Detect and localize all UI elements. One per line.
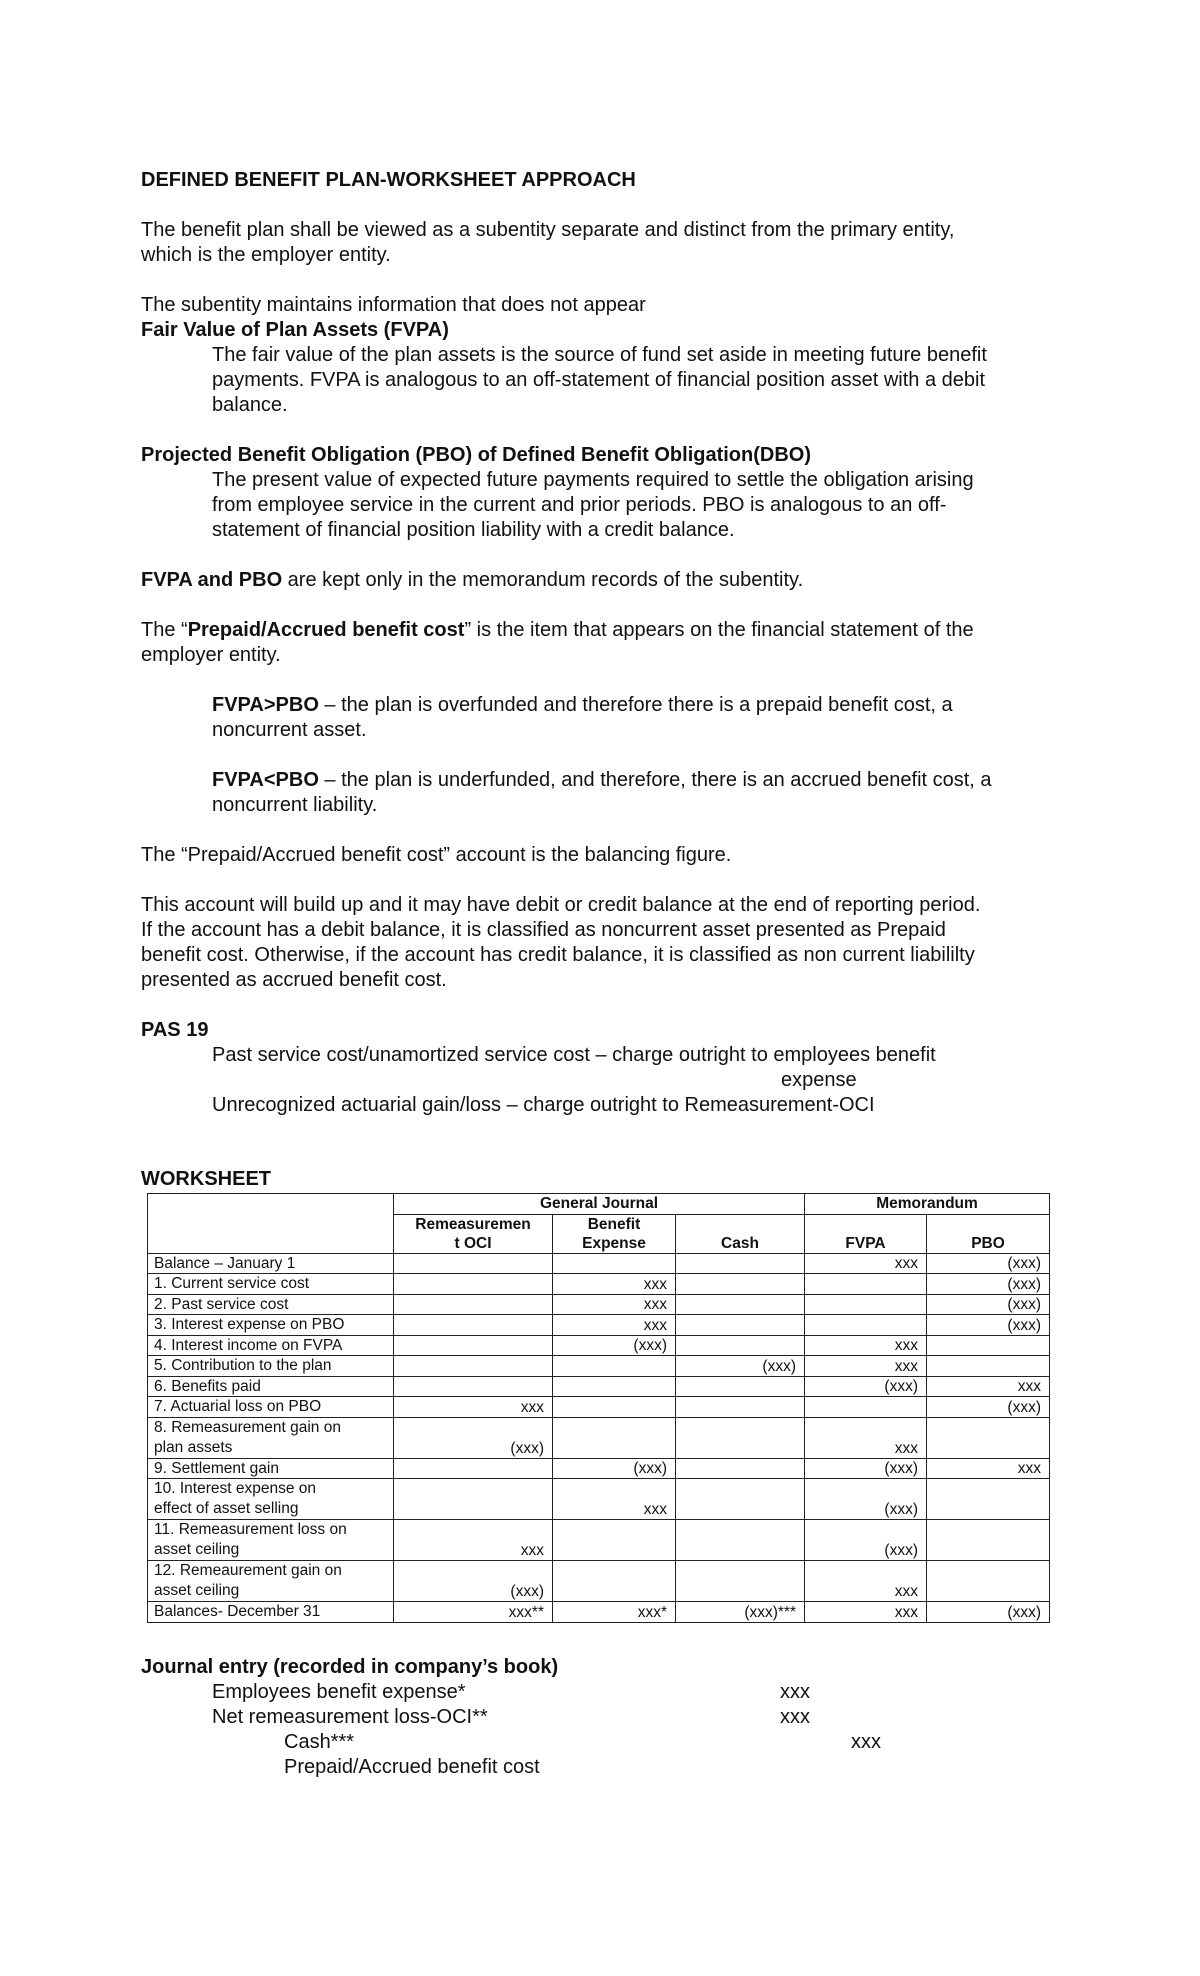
cell-fvpa: xxx bbox=[805, 1335, 927, 1356]
table-row bbox=[148, 1520, 1050, 1561]
prepaid-bold: Prepaid/Accrued benefit cost bbox=[187, 619, 465, 641]
pbo-line-2: from employee service in the current and prior periods. PBO is analogous to an off- bbox=[212, 494, 947, 516]
pbo-heading: Projected Benefit Obligation (PBO) of Defined Benefit Obligation(DBO) bbox=[141, 444, 811, 466]
cell-fvpa: (xxx) bbox=[805, 1479, 927, 1520]
cell-pbo: (xxx) bbox=[927, 1294, 1050, 1315]
journal-account-1: Employees benefit expense* bbox=[212, 1681, 466, 1703]
row-description-line-2: asset ceiling bbox=[154, 1582, 240, 1599]
cell-pbo: xxx bbox=[927, 1376, 1050, 1397]
cell-cash bbox=[676, 1294, 805, 1315]
account-line-1: This account will build up and it may have debit or credit balance at the end of reporting period. bbox=[141, 894, 981, 916]
account-line-4: presented as accrued benefit cost. bbox=[141, 969, 447, 991]
header-general-journal: General Journal bbox=[394, 1194, 805, 1215]
cell-remeasurement-oci bbox=[394, 1315, 553, 1336]
cell-fvpa bbox=[805, 1274, 927, 1295]
cell-remeasurement-oci: xxx bbox=[394, 1397, 553, 1418]
column-header-fvpa: FVPA bbox=[805, 1214, 927, 1253]
table-row bbox=[148, 1479, 1050, 1520]
fvpa-line-2: payments. FVPA is analogous to an off-statement of financial position asset with a debit bbox=[212, 369, 986, 391]
worksheet-title: WORKSHEET bbox=[141, 1168, 271, 1190]
cell-remeasurement-oci bbox=[394, 1294, 553, 1315]
cell-remeasurement-oci bbox=[394, 1356, 553, 1377]
cell-benefit-expense bbox=[553, 1417, 676, 1458]
cell-remeasurement-oci: (xxx) bbox=[394, 1417, 553, 1458]
fvpa-line-1: The fair value of the plan assets is the source of fund set aside in meeting future benefit bbox=[212, 344, 987, 366]
cell-benefit-expense: (xxx) bbox=[553, 1458, 676, 1479]
cell-cash bbox=[676, 1520, 805, 1561]
table-row bbox=[148, 1315, 1050, 1336]
row-description-line-1: 8. Remeasurement gain on bbox=[154, 1418, 341, 1436]
cell-pbo bbox=[927, 1479, 1050, 1520]
cell-remeasurement-oci bbox=[394, 1253, 553, 1274]
cell-benefit-expense bbox=[553, 1561, 676, 1602]
header-memorandum: Memorandum bbox=[805, 1194, 1050, 1215]
row-description-line-1: 11. Remeasurement loss on bbox=[154, 1521, 347, 1538]
pbo-line-1: The present value of expected future payments required to settle the obligation arising bbox=[212, 469, 974, 491]
row-description-line-2: effect of asset selling bbox=[154, 1500, 299, 1517]
column-header-oci-line-2: t OCI bbox=[454, 1234, 492, 1252]
cell-benefit-expense bbox=[553, 1253, 676, 1274]
intro-line-2: which is the employer entity. bbox=[141, 244, 391, 266]
pas19-line-1: Past service cost/unamortized service cost – charge outright to employees benefit bbox=[212, 1044, 936, 1066]
row-description: Balance – January 1 bbox=[148, 1253, 394, 1274]
cell-cash bbox=[676, 1417, 805, 1458]
table-row bbox=[148, 1602, 1050, 1623]
cell-benefit-expense bbox=[553, 1356, 676, 1377]
cell-cash bbox=[676, 1253, 805, 1274]
row-description: 5. Contribution to the plan bbox=[148, 1356, 394, 1377]
cell-pbo bbox=[927, 1417, 1050, 1458]
row-description: 9. Settlement gain bbox=[148, 1458, 394, 1479]
cell-benefit-expense: xxx bbox=[553, 1479, 676, 1520]
table-row bbox=[148, 1335, 1050, 1356]
cell-cash: (xxx) bbox=[676, 1356, 805, 1377]
account-line-3: benefit cost. Otherwise, if the account has credit balance, it is classified as non current liabililty bbox=[141, 944, 975, 966]
prepaid-pre: The “ bbox=[141, 619, 188, 641]
row-description: 7. Actuarial loss on PBO bbox=[148, 1397, 394, 1418]
cell-remeasurement-oci bbox=[394, 1479, 553, 1520]
intro-line-1: The benefit plan shall be viewed as a subentity separate and distinct from the primary entity, bbox=[141, 219, 955, 241]
cell-benefit-expense: xxx bbox=[553, 1315, 676, 1336]
balancing-line: The “Prepaid/Accrued benefit cost” account is the balancing figure. bbox=[141, 844, 732, 866]
cell-cash bbox=[676, 1274, 805, 1295]
table-row bbox=[148, 1376, 1050, 1397]
journal-debit-1: xxx bbox=[780, 1681, 810, 1703]
table-row bbox=[148, 1458, 1050, 1479]
cell-fvpa: xxx bbox=[805, 1356, 927, 1377]
underfunded-line-1 bbox=[212, 768, 992, 793]
fvpa-heading: Fair Value of Plan Assets (FVPA) bbox=[141, 319, 449, 341]
underfunded-rest: – the plan is underfunded, and therefore, there is an accrued benefit cost, a bbox=[318, 769, 992, 791]
table-column-header-row bbox=[148, 1214, 1050, 1253]
row-description: 6. Benefits paid bbox=[148, 1376, 394, 1397]
row-description bbox=[148, 1561, 394, 1602]
cell-fvpa: (xxx) bbox=[805, 1520, 927, 1561]
cell-pbo: (xxx) bbox=[927, 1397, 1050, 1418]
cell-fvpa: xxx bbox=[805, 1253, 927, 1274]
fvpa-line-3: balance. bbox=[212, 394, 288, 416]
cell-fvpa bbox=[805, 1294, 927, 1315]
underfunded-line-2: noncurrent liability. bbox=[212, 794, 378, 816]
cell-remeasurement-oci: xxx bbox=[394, 1520, 553, 1561]
worksheet-table bbox=[147, 1193, 1050, 1623]
cell-cash bbox=[676, 1397, 805, 1418]
column-header-be-line-1: Benefit bbox=[587, 1215, 641, 1233]
cell-pbo: (xxx) bbox=[927, 1315, 1050, 1336]
cell-cash bbox=[676, 1479, 805, 1520]
pas19-heading: PAS 19 bbox=[141, 1019, 209, 1041]
cell-cash bbox=[676, 1561, 805, 1602]
pbo-line-3: statement of financial position liability with a credit balance. bbox=[212, 519, 735, 541]
cell-fvpa bbox=[805, 1315, 927, 1336]
overfunded-line-1 bbox=[212, 693, 953, 718]
cell-remeasurement-oci bbox=[394, 1458, 553, 1479]
overfunded-rest: – the plan is overfunded and therefore there is a prepaid benefit cost, a bbox=[318, 694, 953, 716]
worksheet-body bbox=[148, 1253, 1050, 1622]
cell-benefit-expense bbox=[553, 1520, 676, 1561]
cell-benefit-expense bbox=[553, 1397, 676, 1418]
cell-remeasurement-oci: (xxx) bbox=[394, 1561, 553, 1602]
cell-pbo bbox=[927, 1335, 1050, 1356]
prepaid-post: ” is the item that appears on the financial statement of the bbox=[464, 619, 974, 641]
cell-pbo: (xxx) bbox=[927, 1602, 1050, 1623]
journal-credit-3: xxx bbox=[851, 1731, 881, 1753]
column-header-oci-line-1: Remeasuremen bbox=[415, 1215, 531, 1233]
column-header-benefit-expense bbox=[553, 1214, 676, 1253]
cell-remeasurement-oci bbox=[394, 1335, 553, 1356]
cell-cash bbox=[676, 1315, 805, 1336]
table-row bbox=[148, 1397, 1050, 1418]
column-header-be-line-2: Expense bbox=[582, 1234, 646, 1252]
prepaid-line-2: employer entity. bbox=[141, 644, 281, 666]
column-header-blank bbox=[148, 1214, 394, 1253]
journal-debit-2: xxx bbox=[780, 1706, 810, 1728]
memorandum-line-rest: are kept only in the memorandum records of the subentity. bbox=[282, 569, 804, 591]
document-title: DEFINED BENEFIT PLAN-WORKSHEET APPROACH bbox=[141, 169, 636, 191]
cell-fvpa bbox=[805, 1397, 927, 1418]
account-line-2: If the account has a debit balance, it is classified as noncurrent asset presented as Prepaid bbox=[141, 919, 946, 941]
cell-benefit-expense bbox=[553, 1376, 676, 1397]
cell-fvpa: (xxx) bbox=[805, 1458, 927, 1479]
cell-remeasurement-oci bbox=[394, 1274, 553, 1295]
cell-benefit-expense: xxx bbox=[553, 1294, 676, 1315]
row-description: Balances- December 31 bbox=[148, 1602, 394, 1623]
overfunded-line-2: noncurrent asset. bbox=[212, 719, 367, 741]
cell-remeasurement-oci bbox=[394, 1376, 553, 1397]
cell-fvpa: (xxx) bbox=[805, 1376, 927, 1397]
row-description bbox=[148, 1520, 394, 1561]
row-description-line-2: asset ceiling bbox=[154, 1541, 240, 1558]
memorandum-line-bold: FVPA and PBO bbox=[141, 569, 283, 591]
cell-benefit-expense: xxx bbox=[553, 1274, 676, 1295]
table-row bbox=[148, 1253, 1050, 1274]
cell-benefit-expense: (xxx) bbox=[553, 1335, 676, 1356]
row-description: 2. Past service cost bbox=[148, 1294, 394, 1315]
underfunded-bold: FVPA<PBO bbox=[212, 769, 319, 791]
cell-pbo: (xxx) bbox=[927, 1274, 1050, 1295]
table-row bbox=[148, 1417, 1050, 1458]
column-header-pbo: PBO bbox=[927, 1214, 1050, 1253]
row-description: 1. Current service cost bbox=[148, 1274, 394, 1295]
table-row bbox=[148, 1294, 1050, 1315]
pas19-line-1-continued: expense bbox=[781, 1069, 857, 1091]
journal-account-2: Net remeasurement loss-OCI** bbox=[212, 1706, 488, 1728]
column-header-cash: Cash bbox=[676, 1214, 805, 1253]
cell-benefit-expense: xxx* bbox=[553, 1602, 676, 1623]
subentity-line: The subentity maintains information that does not appear bbox=[141, 294, 646, 316]
cell-cash bbox=[676, 1376, 805, 1397]
journal-heading: Journal entry (recorded in company’s book) bbox=[141, 1656, 559, 1678]
row-description bbox=[148, 1417, 394, 1458]
prepaid-line-1 bbox=[141, 618, 974, 643]
table-row bbox=[148, 1561, 1050, 1602]
row-description: 3. Interest expense on PBO bbox=[148, 1315, 394, 1336]
row-description-line-1: 10. Interest expense on bbox=[154, 1480, 317, 1497]
cell-pbo bbox=[927, 1520, 1050, 1561]
cell-pbo: (xxx) bbox=[927, 1253, 1050, 1274]
cell-remeasurement-oci: xxx** bbox=[394, 1602, 553, 1623]
journal-account-3: Cash*** bbox=[284, 1731, 355, 1753]
journal-account-4: Prepaid/Accrued benefit cost bbox=[284, 1756, 540, 1778]
cell-pbo: xxx bbox=[927, 1458, 1050, 1479]
cell-pbo bbox=[927, 1561, 1050, 1602]
cell-fvpa: xxx bbox=[805, 1417, 927, 1458]
table-header-row bbox=[148, 1194, 1050, 1215]
cell-pbo bbox=[927, 1356, 1050, 1377]
cell-cash bbox=[676, 1458, 805, 1479]
row-description: 4. Interest income on FVPA bbox=[148, 1335, 394, 1356]
pas19-line-2: Unrecognized actuarial gain/loss – charge outright to Remeasurement-OCI bbox=[212, 1094, 875, 1116]
cell-cash: (xxx)*** bbox=[676, 1602, 805, 1623]
table-row bbox=[148, 1274, 1050, 1295]
column-header-remeasurement-oci bbox=[394, 1214, 553, 1253]
cell-fvpa: xxx bbox=[805, 1561, 927, 1602]
row-description bbox=[148, 1479, 394, 1520]
row-description-line-1: 12. Remeaurement gain on bbox=[154, 1562, 342, 1579]
cell-cash bbox=[676, 1335, 805, 1356]
row-description-line-2: plan assets bbox=[154, 1438, 233, 1456]
header-blank bbox=[148, 1194, 394, 1215]
memorandum-line bbox=[141, 568, 803, 593]
cell-fvpa: xxx bbox=[805, 1602, 927, 1623]
overfunded-bold: FVPA>PBO bbox=[212, 694, 319, 716]
table-row bbox=[148, 1356, 1050, 1377]
